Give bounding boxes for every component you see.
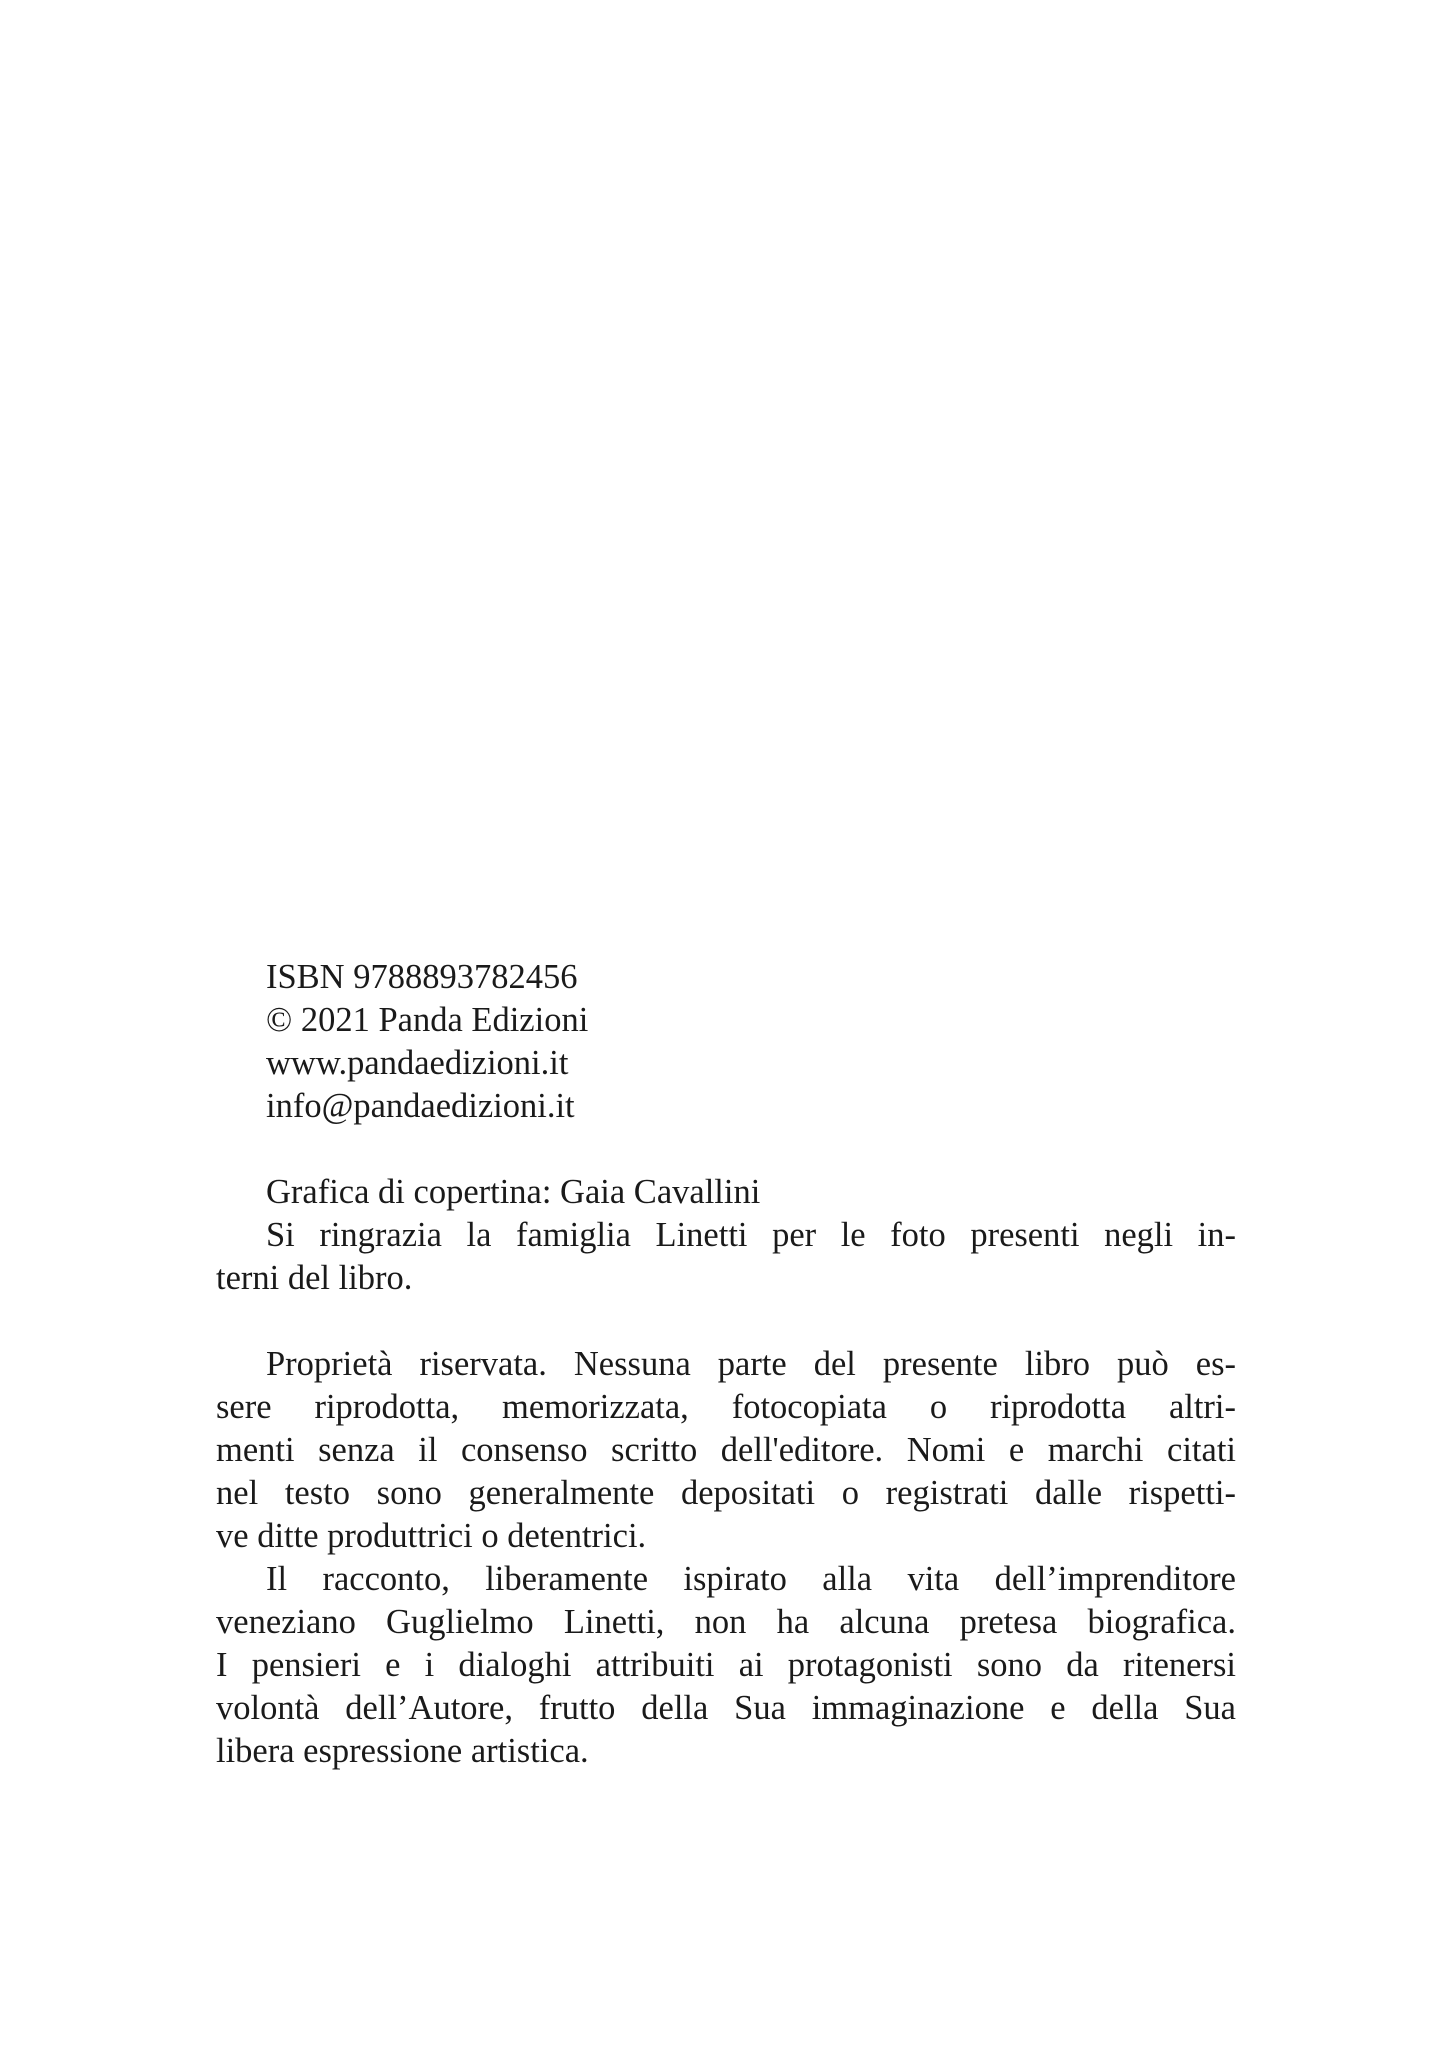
- cover-credit: Grafica di copertina: Gaia Cavallini: [266, 1173, 761, 1211]
- isbn: ISBN 9788893782456: [266, 958, 578, 996]
- disclaimer-line: veneziano Guglielmo Linetti, non ha alcuna pretesa biografica.: [216, 1603, 1236, 1641]
- disclaimer-line: I pensieri e i dialoghi attribuiti ai protagonisti sono da ritenersi: [216, 1646, 1236, 1684]
- rights-line: menti senza il consenso scritto dell'editore. Nomi e marchi citati: [216, 1431, 1236, 1469]
- rights-line: sere riprodotta, memorizzata, fotocopiata o riprodotta altri-: [216, 1388, 1236, 1426]
- spacer: [216, 1128, 1236, 1171]
- spacer: [216, 1300, 1236, 1343]
- disclaimer-line: Il racconto, liberamente ispirato alla vita dell’imprenditore: [266, 1560, 1236, 1598]
- rights-line: ve ditte produttrici o detentrici.: [216, 1517, 647, 1555]
- publisher-email: info@pandaedizioni.it: [266, 1087, 575, 1125]
- disclaimer-line: libera espressione artistica.: [216, 1732, 589, 1770]
- rights-line: Proprietà riservata. Nessuna parte del presente libro può es-: [266, 1345, 1236, 1383]
- colophon-text: [216, 956, 1236, 1773]
- disclaimer-line: volontà dell’Autore, frutto della Sua immaginazione e della Sua: [216, 1689, 1236, 1727]
- thanks-line: Si ringrazia la famiglia Linetti per le foto presenti negli in-: [266, 1216, 1236, 1254]
- copyright: © 2021 Panda Edizioni: [266, 1001, 589, 1039]
- thanks-line: terni del libro.: [216, 1259, 413, 1297]
- rights-line: nel testo sono generalmente depositati o registrati dalle rispetti-: [216, 1474, 1236, 1512]
- publisher-website: www.pandaedizioni.it: [266, 1044, 569, 1082]
